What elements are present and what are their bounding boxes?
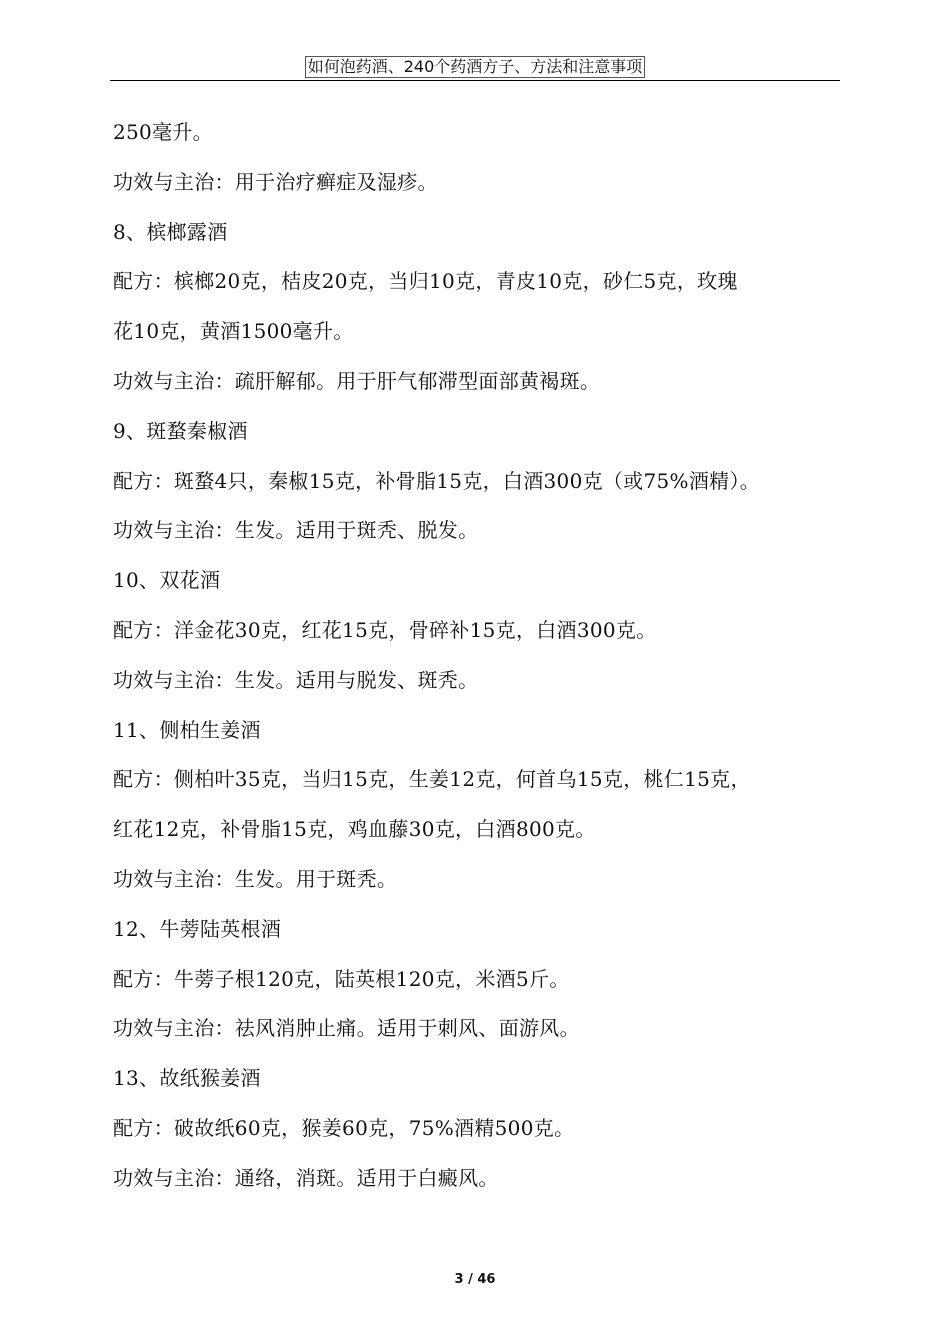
text-line: 功效与主治：生发。适用与脱发、斑秃。: [113, 667, 479, 692]
recipe-heading: 8、槟榔露酒: [113, 219, 228, 244]
text-line: 配方：破故纸60克，猴姜60克，75%酒精500克。: [113, 1115, 575, 1140]
document-title: 如何泡药酒、240个药酒方子、方法和注意事项: [305, 56, 646, 78]
recipe-heading: 10、双花酒: [113, 568, 221, 593]
text-line: 配方：洋金花30克，红花15克，骨碎补15克，白酒300克。: [113, 617, 657, 642]
recipe-heading: 9、斑蝥秦椒酒: [113, 418, 248, 443]
text-line: 功效与主治：疏肝解郁。用于肝气郁滞型面部黄褐斑。: [113, 368, 601, 393]
recipe-heading: 13、故纸猴姜酒: [113, 1066, 261, 1091]
recipe-heading: 11、侧柏生姜酒: [113, 717, 261, 742]
document-body: [113, 108, 843, 1204]
text-line: 红花12克，补骨脂15克，鸡血藤30克，白酒800克。: [113, 817, 596, 842]
page-header: [110, 56, 840, 81]
page-number: 3 / 46: [454, 1272, 496, 1287]
text-line: 配方：牛蒡子根120克，陆英根120克，米酒5斤。: [113, 966, 570, 991]
text-line: 250毫升。: [113, 120, 213, 144]
text-line: 功效与主治：祛风消肿止痛。适用于刺风、面游风。: [113, 1016, 580, 1041]
text-line: 花10克，黄酒1500毫升。: [113, 319, 354, 344]
recipe-heading: 12、牛蒡陆英根酒: [113, 916, 282, 941]
text-line: 配方：斑蝥4只，秦椒15克，补骨脂15克，白酒300克（或75%酒精）。: [113, 468, 761, 493]
text-line: 功效与主治：生发。用于斑秃。: [113, 866, 398, 891]
text-line: 配方：槟榔20克，桔皮20克，当归10克，青皮10克，砂仁5克，玫瑰: [113, 269, 738, 294]
text-line: 功效与主治：通络，消斑。适用于白癜风。: [113, 1165, 499, 1190]
text-line: 功效与主治：生发。适用于斑秃、脱发。: [113, 518, 479, 543]
text-line: 功效与主治：用于治疗癣症及湿疹。: [113, 169, 438, 194]
text-line: 配方：侧柏叶35克，当归15克，生姜12克，何首乌15克，桃仁15克，: [113, 767, 751, 792]
